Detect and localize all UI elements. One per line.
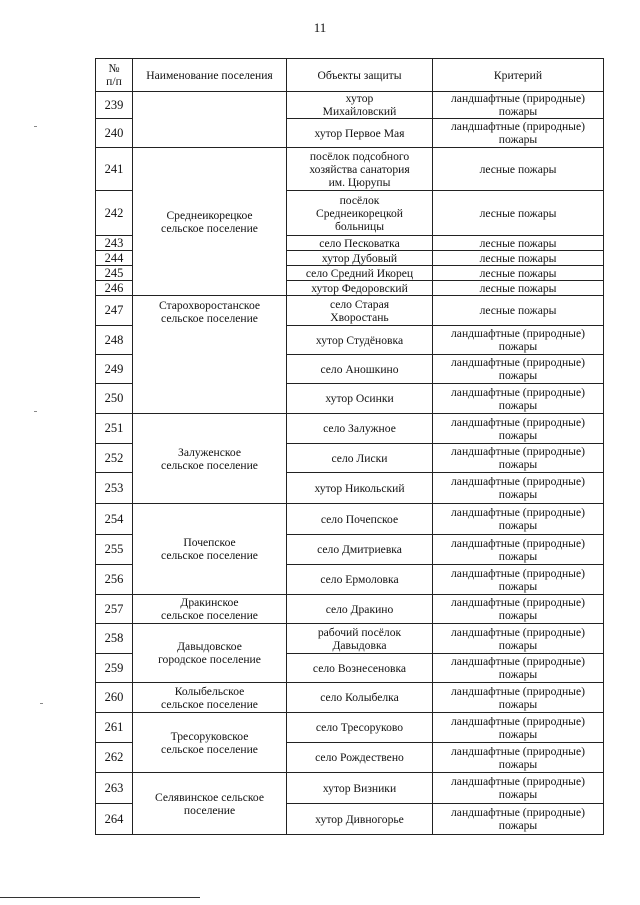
row-number: 260 xyxy=(96,683,133,713)
settlement-name: Селявинское сельское поселение xyxy=(133,773,287,835)
protection-object: хутор Осинки xyxy=(287,384,433,414)
criterion: ландшафтные (природные) пожары xyxy=(433,804,604,835)
row-number: 256 xyxy=(96,565,133,595)
row-number: 247 xyxy=(96,296,133,326)
row-number: 253 xyxy=(96,473,133,504)
table-row xyxy=(96,92,604,119)
criterion: ландшафтные (природные) пожары xyxy=(433,595,604,624)
criterion: ландшафтные (природные) пожары xyxy=(433,355,604,384)
table-row xyxy=(96,683,604,713)
row-number: 259 xyxy=(96,654,133,683)
criterion: ландшафтные (природные) пожары xyxy=(433,535,604,565)
row-number: 257 xyxy=(96,595,133,624)
row-number: 261 xyxy=(96,713,133,743)
row-number: 250 xyxy=(96,384,133,414)
table-row xyxy=(96,414,604,444)
criterion: ландшафтные (природные) пожары xyxy=(433,565,604,595)
scan-mark xyxy=(40,703,43,704)
table-row xyxy=(96,296,604,326)
protection-object: село Песковатка xyxy=(287,236,433,251)
criterion: лесные пожары xyxy=(433,236,604,251)
settlement-name: Тресоруковское сельское поселение xyxy=(133,713,287,773)
criterion: ландшафтные (природные) пожары xyxy=(433,624,604,654)
row-number: 264 xyxy=(96,804,133,835)
row-number: 240 xyxy=(96,119,133,148)
row-number: 255 xyxy=(96,535,133,565)
protection-object: хутор Студёновка xyxy=(287,326,433,355)
protection-object: хутор Дивногорье xyxy=(287,804,433,835)
protection-object: село Дракино xyxy=(287,595,433,624)
table-row xyxy=(96,773,604,804)
header-number-label: № п/п xyxy=(106,62,122,88)
protection-object: посёлок Среднеикорецкой больницы xyxy=(287,191,433,236)
criterion: лесные пожары xyxy=(433,266,604,281)
protection-object: рабочий посёлок Давыдовка xyxy=(287,624,433,654)
header-settlement: Наименование поселения xyxy=(133,59,287,92)
settlement-name: Среднеикорецкое сельское поселение xyxy=(133,148,287,296)
protected-objects-table xyxy=(95,58,604,835)
row-number: 249 xyxy=(96,355,133,384)
row-number: 242 xyxy=(96,191,133,236)
row-number: 243 xyxy=(96,236,133,251)
footnote-line xyxy=(0,897,200,898)
settlement-name: Старохворостанское сельское поселение xyxy=(133,296,287,414)
page-number: 11 xyxy=(313,20,327,35)
settlement-name: Дракинское сельское поселение xyxy=(133,595,287,624)
table-row xyxy=(96,713,604,743)
protection-object: хутор Никольский xyxy=(287,473,433,504)
criterion: ландшафтные (природные) пожары xyxy=(433,654,604,683)
protection-object: село Аношкино xyxy=(287,355,433,384)
table-row xyxy=(96,624,604,654)
protection-object: посёлок подсобного хозяйства санатория им. Цюрупы xyxy=(287,148,433,191)
protection-object: село Старая Хворостань xyxy=(287,296,433,326)
criterion: ландшафтные (природные) пожары xyxy=(433,384,604,414)
settlement-name: Залуженское сельское поселение xyxy=(133,414,287,504)
table-body xyxy=(96,92,604,835)
settlement-name: Почепское сельское поселение xyxy=(133,504,287,595)
row-number: 246 xyxy=(96,281,133,296)
criterion: ландшафтные (природные) пожары xyxy=(433,743,604,773)
criterion: ландшафтные (природные) пожары xyxy=(433,713,604,743)
table-row xyxy=(96,148,604,191)
protection-object: село Ермоловка xyxy=(287,565,433,595)
row-number: 262 xyxy=(96,743,133,773)
row-number: 258 xyxy=(96,624,133,654)
table-row xyxy=(96,504,604,535)
table-row xyxy=(96,595,604,624)
settlement-name: Колыбельское сельское поселение xyxy=(133,683,287,713)
protection-object: хутор Михайловский xyxy=(287,92,433,119)
criterion: ландшафтные (природные) пожары xyxy=(433,119,604,148)
settlement-name xyxy=(133,92,287,148)
criterion: лесные пожары xyxy=(433,296,604,326)
protection-object: хутор Дубовый xyxy=(287,251,433,266)
criterion: лесные пожары xyxy=(433,148,604,191)
criterion: ландшафтные (природные) пожары xyxy=(433,683,604,713)
header-number xyxy=(96,59,133,92)
protection-object: село Тресоруково xyxy=(287,713,433,743)
scan-mark xyxy=(34,411,37,412)
row-number: 244 xyxy=(96,251,133,266)
table-header-row xyxy=(96,59,604,92)
header-objects: Объекты защиты xyxy=(287,59,433,92)
criterion: лесные пожары xyxy=(433,251,604,266)
row-number: 239 xyxy=(96,92,133,119)
protection-object: село Почепское xyxy=(287,504,433,535)
protection-object: хутор Визники xyxy=(287,773,433,804)
scan-mark xyxy=(34,126,37,127)
protection-object: село Залужное xyxy=(287,414,433,444)
row-number: 251 xyxy=(96,414,133,444)
criterion: ландшафтные (природные) пожары xyxy=(433,92,604,119)
criterion: ландшафтные (природные) пожары xyxy=(433,414,604,444)
protection-object: село Вознесеновка xyxy=(287,654,433,683)
protection-object: село Лиски xyxy=(287,444,433,473)
criterion: ландшафтные (природные) пожары xyxy=(433,773,604,804)
criterion: ландшафтные (природные) пожары xyxy=(433,473,604,504)
row-number: 252 xyxy=(96,444,133,473)
row-number: 254 xyxy=(96,504,133,535)
row-number: 241 xyxy=(96,148,133,191)
row-number: 248 xyxy=(96,326,133,355)
protection-object: село Средний Икорец xyxy=(287,266,433,281)
settlement-name: Давыдовское городское поселение xyxy=(133,624,287,683)
criterion: ландшафтные (природные) пожары xyxy=(433,444,604,473)
row-number: 263 xyxy=(96,773,133,804)
protection-object: село Дмитриевка xyxy=(287,535,433,565)
criterion: ландшафтные (природные) пожары xyxy=(433,504,604,535)
criterion: лесные пожары xyxy=(433,191,604,236)
protection-object: село Рождествено xyxy=(287,743,433,773)
protection-object: хутор Федоровский xyxy=(287,281,433,296)
header-criterion: Критерий xyxy=(433,59,604,92)
protection-object: село Колыбелка xyxy=(287,683,433,713)
row-number: 245 xyxy=(96,266,133,281)
protection-object: хутор Первое Мая xyxy=(287,119,433,148)
criterion: лесные пожары xyxy=(433,281,604,296)
criterion: ландшафтные (природные) пожары xyxy=(433,326,604,355)
